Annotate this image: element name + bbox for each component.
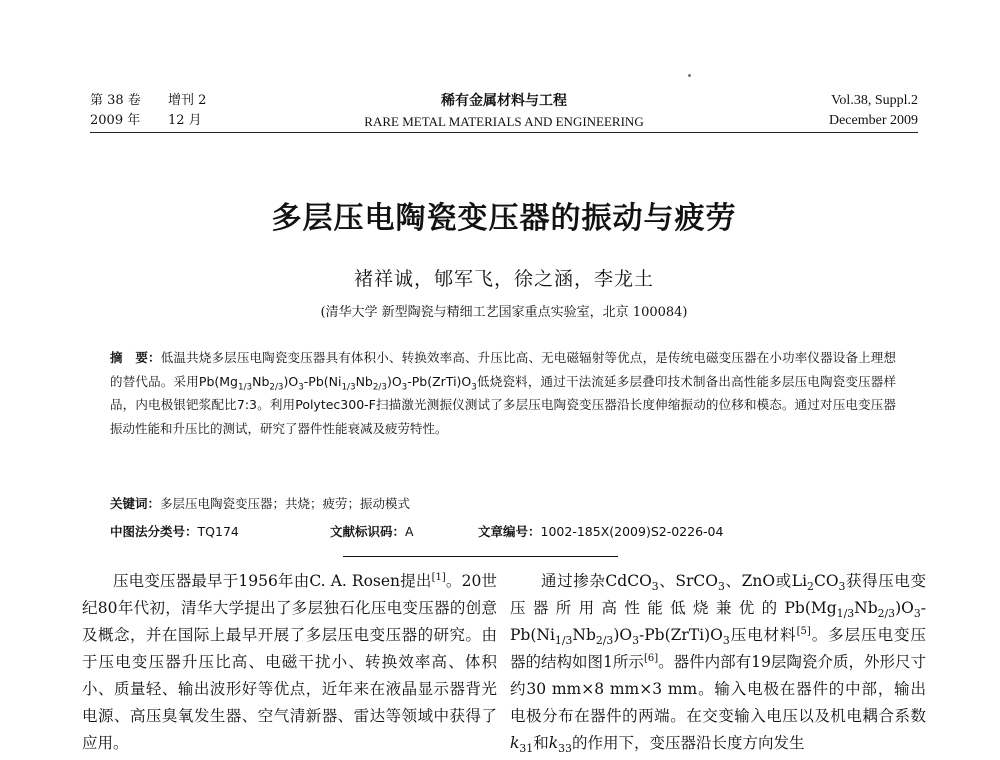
journal-header — [90, 92, 918, 132]
month-cn: 12 月 — [168, 113, 202, 128]
body-column-left — [82, 568, 497, 757]
header-divider — [90, 132, 918, 133]
material-paragraph: 通过掺杂CdCO$_3$、SrCO$_3$、ZnO或$Li_2CO_3$获得压电变压器所用高性能低烧兼优的$Pb(Mg_{1/3}Nb_{2/3})O_3-Pb(Ni_{1/3}Nb_{2/3})O_3-Pb(ZrTi)O_3$压电材料[5]。多层压电变压器的结构如图1所示[6]。器件内部有19层陶瓷介质，外形尺寸约30 mm×8 mm×3 mm。输入电极在器件的中部，输出电极分布在器件的两端。在交变输入电压以及机电耦合系数$k_{31}$和$k_{33}$的作用下，变压器沿长度方向发生 — [510, 572, 926, 756]
abstract-text-2: 低烧瓷料，通过干法流延多层叠印技术制备出高性能多层压电陶瓷变压器样品，内电极银钯浆配比7:3。利用Polytec300-F扫描激光测振仪测试了多层压电陶瓷变压器沿长度伸缩振动的位移和模态。通过对压电变压器振动性能和升压比的测试，研究了器件性能衰减及疲劳特性。 — [110, 373, 896, 436]
date-en: December 2009 — [828, 113, 918, 128]
volume-cn: 第 38 卷 — [90, 93, 141, 108]
document-code: 文献标识码：A — [330, 524, 414, 539]
keywords-label: 关键词： — [110, 496, 161, 511]
abstract-label: 摘 要： — [110, 350, 161, 365]
formula-pmn: $Pb(Mg_{1/3}Nb_{2/3})O_3$ — [198, 373, 304, 392]
keywords-text: 多层压电陶瓷变压器；共烧；疲劳；振动模式 — [160, 496, 411, 511]
abstract-text-1: 低温共烧多层压电陶瓷变压器具有体积小、转换效率高、升压比高、无电磁辐射等优点，是传统电磁变压器在小功率仪器设备上理想的替代品。采用 — [110, 350, 896, 389]
citation-6: [6] — [643, 652, 659, 664]
section-divider — [343, 556, 618, 557]
volume-en: Vol.38, Suppl.2 — [831, 93, 918, 108]
keywords — [110, 493, 410, 515]
paper-title: 多层压电陶瓷变压器的振动与疲劳 — [271, 201, 737, 236]
affiliation: (清华大学 新型陶瓷与精细工艺国家重点实验室，北京 100084) — [320, 305, 688, 320]
body-column-right — [510, 568, 926, 757]
formula-pnn: $-Pb(Ni_{1/3}Nb_{2/3})O_3$ — [303, 373, 408, 392]
citation-5: [5] — [796, 625, 811, 637]
formula-pzt: $-Pb(ZrTi)O_3$ — [407, 373, 477, 392]
clc-number: 中图法分类号：TQ174 — [110, 524, 239, 539]
abstract — [110, 346, 896, 440]
scan-speck — [688, 74, 691, 77]
intro-paragraph: 压电变压器最早于1956年由C. A. Rosen提出[1]。20世纪80年代初，清华大学提出了多层独石化压电变压器的创意及概念，并在国际上最早开展了多层压电变压器的研究。由于压电变压器升压比高、电磁干扰小、转换效率高、体积小、质量轻、输出波形好等优点，近年来在液晶显示器背光电源、高压臭氧发生器、空气清新器、雷达等领域中获得了应用。 — [82, 571, 497, 752]
article-number: 文章编号：1002-185X(2009)S2-0226-04 — [478, 524, 724, 539]
author-list: 褚祥诚，郇军飞，徐之涵，李龙土 — [353, 268, 654, 290]
journal-name-en: RARE METAL MATERIALS AND ENGINEERING — [364, 114, 644, 129]
journal-name-cn: 稀有金属材料与工程 — [441, 93, 567, 109]
year-cn: 2009 年 — [90, 113, 141, 128]
citation-1: [1] — [431, 571, 446, 583]
supplement-cn: 增刊 2 — [168, 93, 207, 108]
